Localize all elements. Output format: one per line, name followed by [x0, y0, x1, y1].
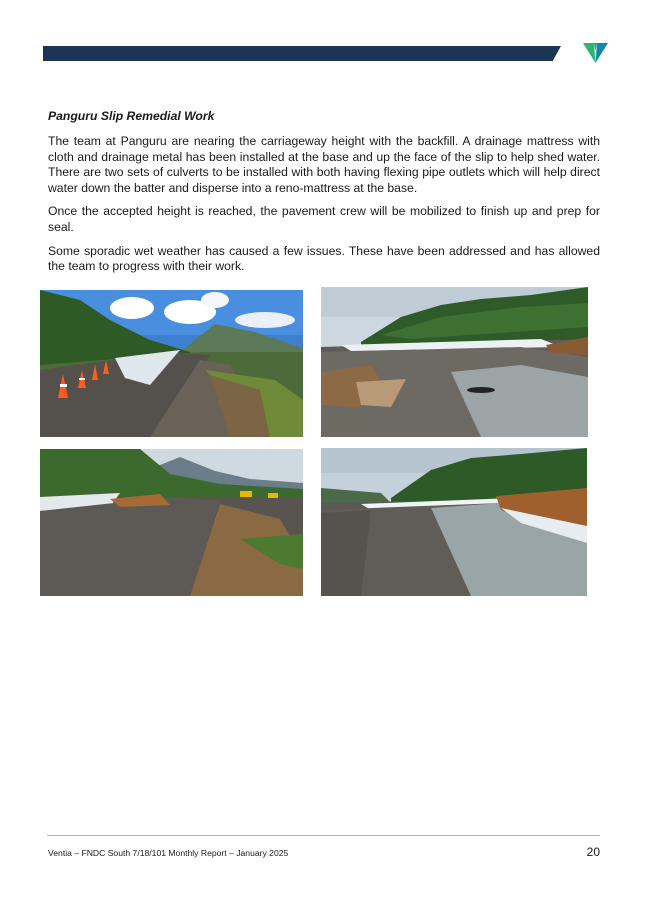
paragraph-weather: Some sporadic wet weather has caused a few issues. These have been addressed and has allowed the team to progress with their work. [48, 243, 600, 274]
photo-compacted-backfill-site [40, 449, 303, 596]
ventia-logo [583, 42, 608, 64]
photo-metal-layer-and-cloth [321, 448, 587, 596]
footer-divider [47, 835, 600, 836]
photo-drainage-mattress-slope [321, 287, 588, 437]
page-number: 20 [586, 845, 600, 859]
report-section [48, 109, 600, 283]
paragraph-pavement: Once the accepted height is reached, the pavement crew will be mobilized to finish up and prep for seal. [48, 204, 600, 234]
header-bar [43, 46, 561, 61]
section-title: Panguru Slip Remedial Work [48, 109, 215, 123]
photo-road-cones-and-backfill [40, 290, 303, 437]
footer-text: Ventia – FNDC South 7/18/101 Monthly Report – January 2025 [48, 848, 289, 858]
paragraph-backfill: The team at Panguru are nearing the carriageway height with the backfill. A drainage mattress with cloth and drainage metal has been installed at the base and up the face of the slip to help shed water. There are two sets of culverts to be installed with both having flexing pipe outlets which will help direct water down the batter and disperse into a reno-mattress at the base. [48, 134, 600, 195]
